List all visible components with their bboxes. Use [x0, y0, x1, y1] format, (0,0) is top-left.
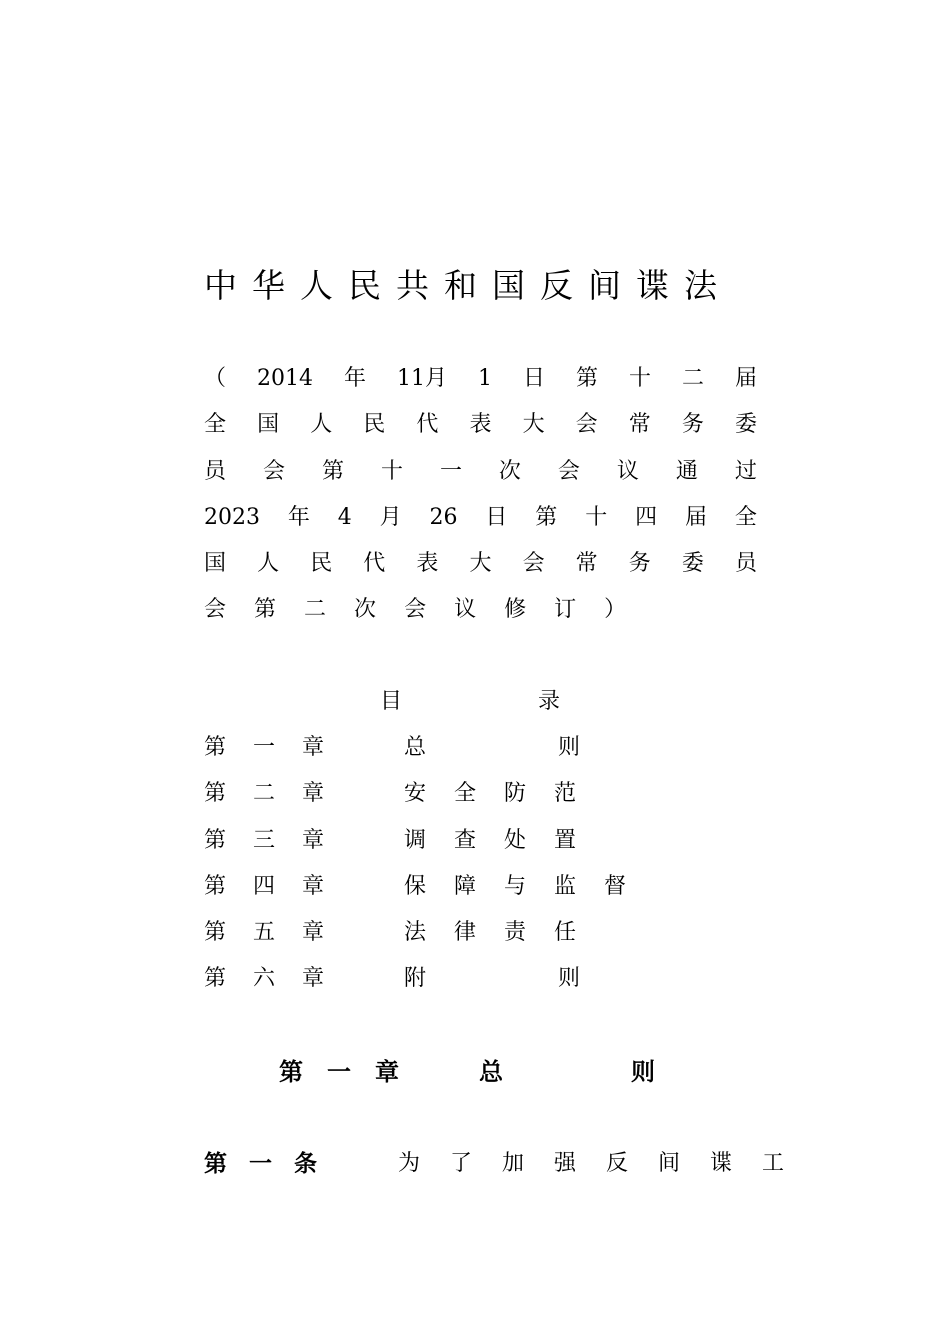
- toc-row-chapter-2[interactable]: [204, 771, 704, 817]
- adoption-token: 委: [734, 412, 757, 438]
- toc-chapter-number: 第三章: [204, 827, 352, 853]
- adoption-token: 4: [337, 504, 352, 530]
- document-title: 中华人民共和国反间谍法: [204, 266, 732, 305]
- adoption-token: 二: [304, 597, 327, 623]
- adoption-token: 修: [504, 597, 527, 623]
- toc-row-chapter-3[interactable]: [204, 818, 704, 864]
- toc-chapter-name-char: 总: [404, 735, 427, 760]
- adoption-line-5: [204, 541, 757, 587]
- adoption-token: 26: [429, 504, 458, 530]
- adoption-token: 次: [354, 597, 377, 623]
- chapter-number: 第一章: [279, 1058, 423, 1086]
- article-label: 第一条: [204, 1151, 339, 1177]
- toc-chapter-number: 第二章: [204, 781, 352, 807]
- adoption-line-4: [204, 495, 757, 541]
- adoption-token: 大: [522, 412, 545, 438]
- article-text: 为了加强反间谍工: [397, 1151, 814, 1176]
- adoption-token: 国: [257, 412, 280, 438]
- adoption-line-1: [204, 356, 757, 402]
- adoption-token: 十: [380, 458, 403, 484]
- adoption-token: 代: [363, 551, 386, 577]
- adoption-token: 2023: [204, 504, 260, 530]
- adoption-token: 议: [454, 597, 477, 623]
- adoption-token: 届: [734, 366, 757, 391]
- toc-chapter-name: 法律责任: [404, 920, 605, 946]
- adoption-token: 会: [204, 597, 227, 623]
- adoption-token: 年: [343, 366, 366, 391]
- adoption-token: 员: [204, 458, 227, 484]
- toc-row-chapter-5[interactable]: [204, 910, 704, 956]
- toc-chapter-name: [404, 725, 580, 771]
- adoption-line-6: [204, 587, 757, 633]
- adoption-token: 民: [363, 412, 386, 438]
- adoption-token: 一: [439, 458, 462, 484]
- adoption-token: 民: [310, 551, 333, 577]
- adoption-token: 日: [522, 366, 545, 391]
- chapter-name: [479, 1050, 655, 1094]
- adoption-token: 第: [254, 597, 277, 623]
- toc-row-chapter-6[interactable]: [204, 956, 704, 1002]
- adoption-token: 十: [628, 366, 651, 391]
- adoption-token: 过: [734, 458, 757, 484]
- adoption-token: 议: [616, 458, 639, 484]
- toc-chapter-name-char: 则: [557, 735, 580, 760]
- adoption-token: 2014: [257, 366, 313, 391]
- toc-row-chapter-4[interactable]: [204, 864, 704, 910]
- adoption-token: 全: [204, 412, 227, 438]
- toc-heading-char-2: 录: [537, 689, 560, 714]
- toc-chapter-number: 第五章: [204, 920, 352, 946]
- adoption-token: 十: [585, 504, 608, 530]
- adoption-token: 员: [734, 551, 757, 577]
- adoption-token: 务: [628, 551, 651, 577]
- adoption-token: 年: [287, 504, 310, 530]
- adoption-token: 代: [416, 412, 439, 438]
- toc-chapter-name: 安全防范: [404, 781, 605, 807]
- toc-heading-char-1: 目: [380, 689, 403, 714]
- toc-chapter-number: 第一章: [204, 735, 352, 760]
- adoption-token: 1: [477, 366, 492, 391]
- adoption-token: 通: [675, 458, 698, 484]
- adoption-token: 全: [734, 504, 757, 530]
- adoption-token: 委: [681, 551, 704, 577]
- chapter-one-heading: [279, 1050, 659, 1094]
- toc-chapter-name-char: 附: [404, 966, 427, 992]
- chapter-name-char-1: 总: [479, 1058, 503, 1086]
- toc-chapter-name-char: 则: [557, 966, 580, 992]
- adoption-token: 人: [310, 412, 333, 438]
- adoption-token: 月: [379, 504, 402, 530]
- toc-chapter-name: 调查处置: [404, 827, 605, 853]
- adoption-token: 会: [575, 412, 598, 438]
- adoption-token: （: [204, 366, 227, 391]
- toc-chapter-number: 第六章: [204, 966, 352, 992]
- adoption-token: 人: [257, 551, 280, 577]
- adoption-note: [204, 356, 757, 634]
- adoption-token: 二: [681, 366, 704, 391]
- adoption-token: 11月: [396, 366, 447, 391]
- adoption-token: 会: [557, 458, 580, 484]
- adoption-line-3: [204, 449, 757, 495]
- adoption-token: 第: [321, 458, 344, 484]
- table-of-contents: [204, 725, 704, 1003]
- adoption-token: 大: [469, 551, 492, 577]
- article-one: [204, 1142, 814, 1186]
- toc-chapter-name: [404, 956, 580, 1002]
- chapter-name-char-2: 则: [631, 1058, 655, 1086]
- adoption-token: 第: [575, 366, 598, 391]
- adoption-token: 会: [522, 551, 545, 577]
- adoption-token: 日: [485, 504, 508, 530]
- toc-heading: [380, 680, 560, 724]
- adoption-token: 国: [204, 551, 227, 577]
- adoption-token: 届: [684, 504, 707, 530]
- adoption-token: 订: [554, 597, 577, 623]
- toc-row-chapter-1[interactable]: [204, 725, 704, 771]
- toc-chapter-name: 保障与监督: [404, 873, 655, 899]
- adoption-token: 常: [575, 551, 598, 577]
- adoption-token: 会: [262, 458, 285, 484]
- adoption-token: 会: [404, 597, 427, 623]
- adoption-token: 四: [635, 504, 658, 530]
- adoption-token: 表: [469, 412, 492, 438]
- adoption-line-2: [204, 402, 757, 448]
- toc-chapter-number: 第四章: [204, 873, 352, 899]
- adoption-token: 第: [535, 504, 558, 530]
- adoption-token: 常: [628, 412, 651, 438]
- adoption-token: 次: [498, 458, 521, 484]
- adoption-token: 务: [681, 412, 704, 438]
- adoption-token: 表: [416, 551, 439, 577]
- adoption-token: ）: [604, 597, 627, 623]
